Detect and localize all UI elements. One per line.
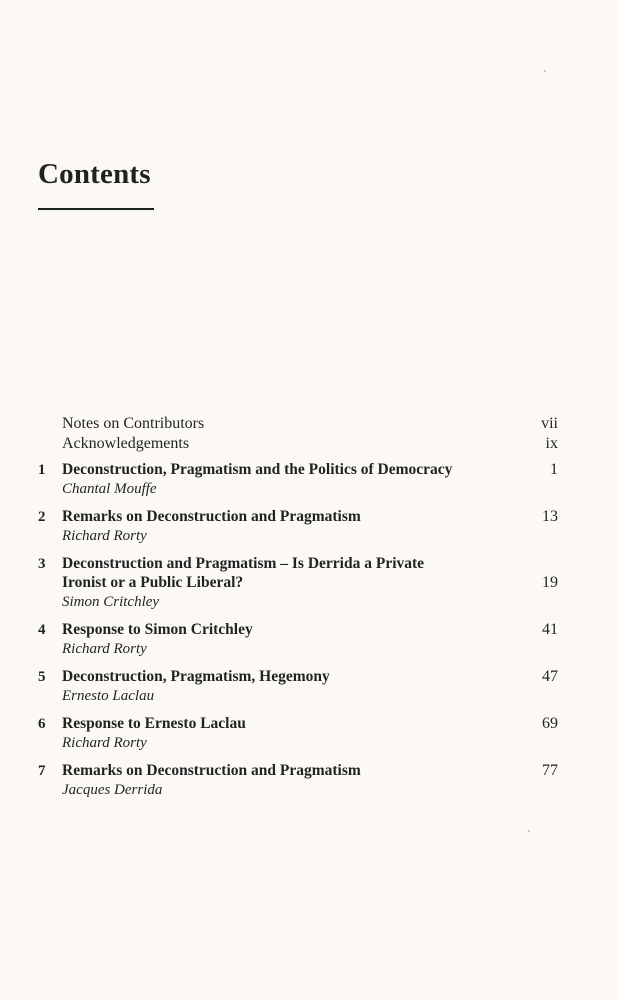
chapter-title: Remarks on Deconstruction and Pragmatism: [62, 508, 361, 525]
page-number: 1: [550, 461, 558, 478]
toc-entry-acknowledgements[interactable]: [38, 434, 558, 454]
table-of-contents: [38, 414, 558, 808]
toc-chapter-3[interactable]: [38, 554, 558, 612]
chapter-title: Response to Simon Critchley: [62, 621, 253, 638]
page-number: 13: [542, 508, 558, 525]
chapter-author: Jacques Derrida: [62, 782, 163, 798]
chapter-author: Richard Rorty: [62, 528, 147, 544]
front-matter: [38, 414, 558, 454]
page-number: 69: [542, 715, 558, 732]
page-number: 41: [542, 621, 558, 638]
chapter-number: 7: [38, 763, 46, 779]
toc-chapter-2[interactable]: [38, 507, 558, 546]
chapter-number: 1: [38, 462, 46, 478]
chapter-author: Richard Rorty: [62, 735, 147, 751]
chapter-author: Ernesto Laclau: [62, 688, 155, 704]
page-number: 77: [542, 762, 558, 779]
page-number: ix: [545, 435, 558, 452]
paper-speck: [528, 830, 530, 832]
chapter-title: Response to Ernesto Laclau: [62, 715, 246, 732]
chapter-title-continued: Ironist or a Public Liberal?: [62, 574, 244, 591]
chapter-title: Remarks on Deconstruction and Pragmatism: [62, 762, 361, 779]
page-title: Contents: [38, 158, 151, 190]
chapter-number: 6: [38, 716, 46, 732]
toc-chapter-7[interactable]: [38, 761, 558, 800]
page-number: vii: [541, 415, 558, 432]
title-underline: [38, 208, 154, 210]
toc-chapter-4[interactable]: [38, 620, 558, 659]
chapter-number: 5: [38, 669, 46, 685]
page-number: 19: [542, 574, 558, 591]
chapter-author: Chantal Mouffe: [62, 481, 157, 497]
chapter-author: Richard Rorty: [62, 641, 147, 657]
chapter-title: Deconstruction, Pragmatism, Hegemony: [62, 668, 330, 685]
chapter-title: Deconstruction, Pragmatism and the Politics of Democracy: [62, 461, 453, 478]
chapter-author: Simon Critchley: [62, 594, 160, 610]
toc-chapter-1[interactable]: [38, 460, 558, 499]
page-number: 47: [542, 668, 558, 685]
chapter-title: Deconstruction and Pragmatism – Is Derrida a Private: [62, 555, 425, 572]
paper-speck: [544, 70, 546, 72]
chapter-number: 4: [38, 622, 46, 638]
chapter-number: 3: [38, 556, 46, 572]
toc-entry-notes-on-contributors[interactable]: [38, 414, 558, 434]
toc-chapter-5[interactable]: [38, 667, 558, 706]
toc-chapter-6[interactable]: [38, 714, 558, 753]
entry-label: Notes on Contributors: [62, 415, 205, 432]
chapter-number: 2: [38, 509, 46, 525]
entry-label: Acknowledgements: [62, 435, 190, 452]
